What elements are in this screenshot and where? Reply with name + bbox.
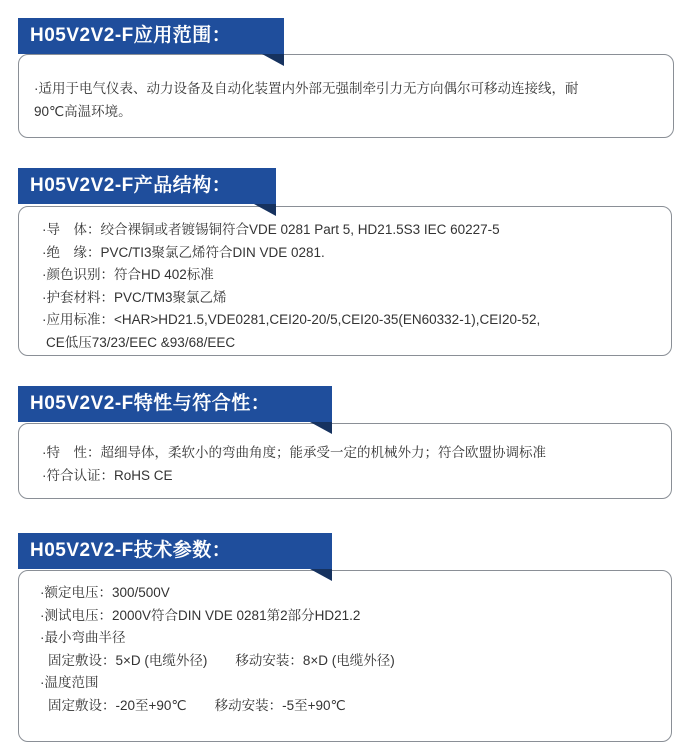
section-content [40, 582, 395, 717]
bend-mobile: 移动安装：8×D (电缆外径) [235, 652, 395, 668]
section-title: H05V2V2-F特性与符合性： [18, 386, 332, 422]
text-line: ·测试电压：2000V符合DIN VDE 0281第2部分HD21.2 [40, 607, 361, 623]
text-line: ·颜色识别：符合HD 402标准 [42, 267, 214, 282]
text-line: ·额定电压：300/500V [40, 585, 170, 600]
text-line: ·特 性：超细导体，柔软小的弯曲角度；能承受一定的机械外力；符合欧盟协调标准 [42, 445, 546, 460]
bend-radius-row [40, 650, 395, 673]
temp-mobile: 移动安装：-5至+90℃ [214, 697, 346, 713]
text-line: ·适用于电气仪表、动力设备及自动化装置内外部无强制牵引力无方向偶尔可移动连接线，耐 [34, 81, 579, 96]
tab-fold-corner [310, 569, 332, 581]
section-content [34, 78, 579, 123]
temp-fixed: 固定敷设：-20至+90℃ [48, 697, 187, 713]
tab-fold-corner [310, 422, 332, 434]
text-line: ·护套材料：PVC/TM3聚氯乙烯 [42, 289, 227, 305]
tab-fold-corner [262, 54, 284, 66]
text-line: 90℃高温环境。 [34, 103, 132, 119]
text-line: ·应用标准：<HAR>HD21.5,VDE0281,CEI20-20/5,CEI20-35(EN60332-1),CEI20-52, [42, 312, 541, 327]
section-title: H05V2V2-F产品结构： [18, 168, 276, 204]
text-line: ·最小弯曲半径 [40, 630, 126, 645]
text-line: ·符合认证：RoHS CE [42, 467, 173, 483]
text-line: CE低压73/23/EEC &93/68/EEC [46, 334, 236, 350]
bend-fixed: 固定敷设：5×D (电缆外径) [48, 652, 208, 668]
text-line: ·温度范围 [40, 675, 99, 690]
section-title: H05V2V2-F技术参数： [18, 533, 332, 569]
temperature-row [40, 695, 395, 718]
section-content [42, 219, 540, 354]
section-title: H05V2V2-F应用范围： [18, 18, 284, 54]
section-content [42, 442, 546, 487]
text-line: ·导 体：绞合裸铜或者镀锡铜符合VDE 0281 Part 5, HD21.5S3 IEC 60227-5 [42, 222, 500, 237]
tab-fold-corner [254, 204, 276, 216]
text-line: ·绝 缘：PVC/TI3聚氯乙烯符合DIN VDE 0281. [42, 244, 325, 260]
